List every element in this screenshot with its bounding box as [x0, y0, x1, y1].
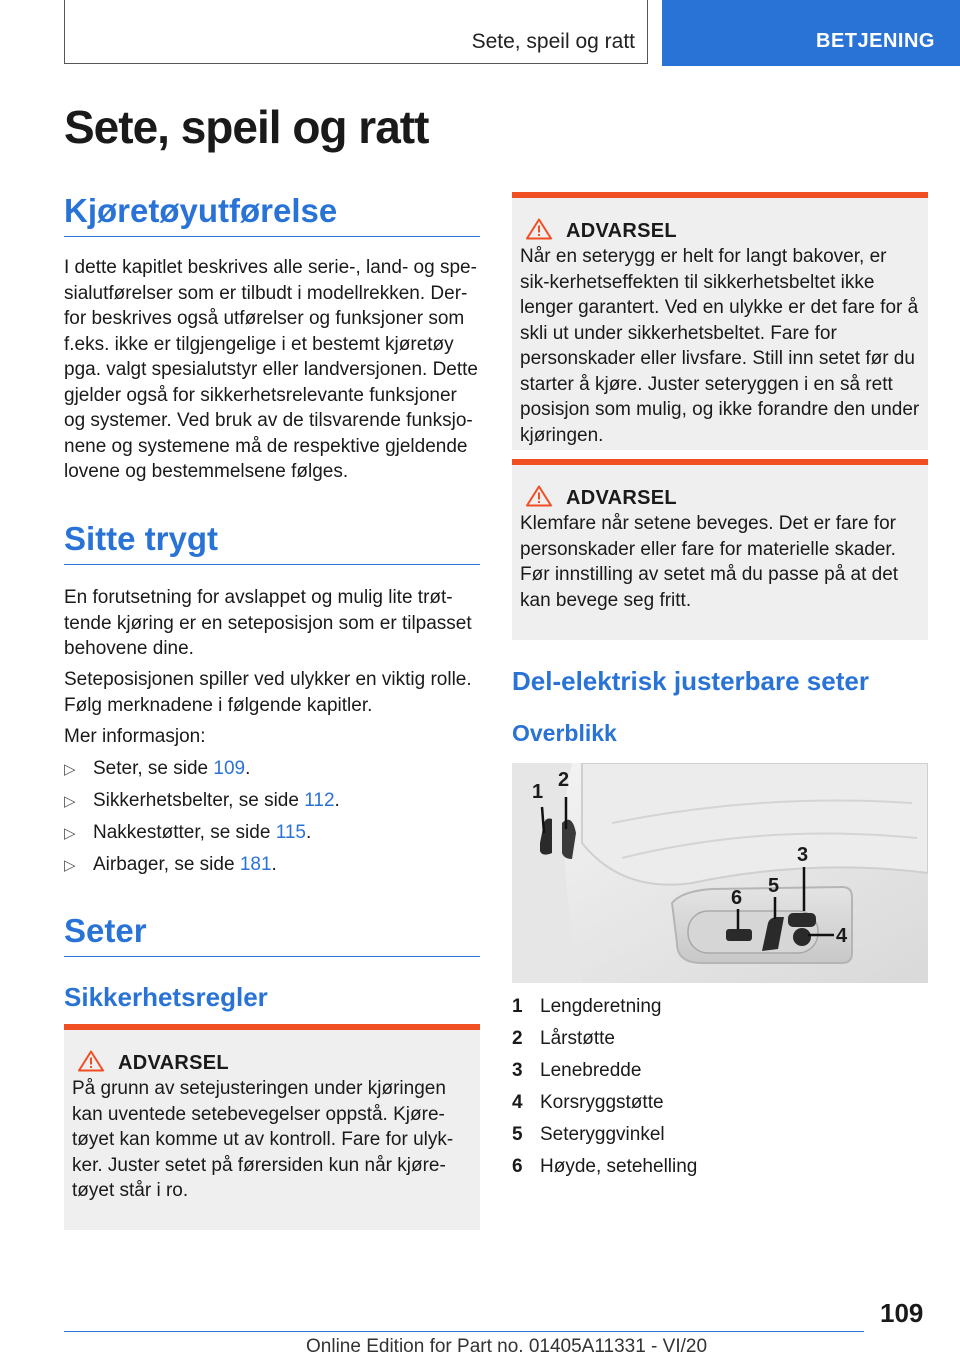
legend-item: 4 Korsryggstøtte: [512, 1092, 664, 1113]
paragraph-kjoretoyutforelse: I dette kapitlet beskrives alle serie-, land- og spe-sialutførelser som er tilbudt i modellrekken. Der-for beskrives også utførelser og funksjoner som f.eks. ikke er tilgjengelige i et bestemt kjøretøy pga. valgt spesialutstyr eller landversjonen. Dette gjelder også for sikkerhetsrelevante funksjoner og systemer. Ved bruk av de tilsvarende funksjo-nene og systemene må de respektive gjeldende lovene og bestemmelsene følges.: [64, 257, 479, 482]
legend-item: 6 Høyde, setehelling: [512, 1156, 698, 1177]
page-link[interactable]: 112: [304, 790, 335, 811]
heading-del-elektrisk: Del-elektrisk justerbare seter: [512, 666, 869, 696]
triangle-bullet-icon: ▷: [64, 761, 76, 778]
list-item: ▷ Airbager, se side 181.: [64, 852, 480, 884]
photo-label-3: 3: [797, 844, 809, 866]
warning-box-1: [64, 1024, 480, 1230]
warning-box-3: [512, 459, 928, 640]
more-info-list: [64, 756, 480, 884]
warning-text: På grunn av setejusteringen under kjøringen kan uventede setebevegelser oppstå. Kjøre-tøyet kan komme ut av kontroll. Fare for ulyk-ker. Juster setet på førersiden kun når kjøre-tøyet står i ro.: [72, 1078, 454, 1201]
photo-label-6: 6: [731, 887, 743, 909]
warning-triangle-icon: [78, 1050, 104, 1072]
warning-triangle-icon: [526, 485, 552, 507]
header-chapter-label: BETJENING: [816, 30, 935, 52]
triangle-bullet-icon: ▷: [64, 857, 76, 874]
heading-kjoretoyutforelse: Kjøretøyutførelse: [64, 192, 480, 237]
warning-text: Klemfare når setene beveges. Det er fare for personskader eller fare for materielle skader. Før innstilling av setet må du passe på at det kan bevege seg fritt.: [520, 513, 899, 611]
page-number: 109: [880, 1298, 924, 1328]
photo-label-1: 1: [532, 781, 544, 803]
heading-overblikk: Overblikk: [512, 720, 617, 746]
legend-item: 1 Lengderetning: [512, 996, 662, 1017]
list-item: ▷ Seter, se side 109.: [64, 756, 480, 788]
header-section-box: [64, 0, 648, 64]
legend-item: 3 Lenebredde: [512, 1060, 642, 1081]
list-item: ▷ Sikkerhetsbelter, se side 112.: [64, 788, 480, 820]
warning-title: ADVARSEL: [566, 220, 677, 242]
photo-label-2: 2: [558, 769, 570, 791]
heading-seter: Seter: [64, 912, 480, 957]
page-link[interactable]: 181: [239, 854, 272, 875]
seat-controls-legend: [512, 994, 697, 1186]
page-link[interactable]: 109: [213, 758, 246, 779]
paragraph-mer-informasjon: Mer informasjon:: [64, 726, 206, 747]
legend-item: 2 Lårstøtte: [512, 1028, 615, 1049]
header-chapter-tab[interactable]: [662, 0, 960, 66]
photo-label-4: 4: [836, 925, 848, 947]
heading-sikkerhetsregler: Sikkerhetsregler: [64, 982, 268, 1012]
photo-label-5: 5: [768, 875, 780, 897]
warning-box-2: [512, 192, 928, 450]
list-item: ▷ Nakkestøtter, se side 115.: [64, 820, 480, 852]
footer-divider: [64, 1331, 864, 1332]
triangle-bullet-icon: ▷: [64, 793, 76, 810]
header-section-title: Sete, speil og ratt: [471, 30, 635, 53]
paragraph-sitte-2: Seteposisjonen spiller ved ulykker en viktig rolle. Følg merknadene i følgende kapitler.: [64, 669, 472, 716]
legend-item: 5 Seteryggvinkel: [512, 1124, 665, 1145]
warning-text: Når en seterygg er helt for langt bakover, er sik-kerhetseffekten til sikkerhetsbeltet ikke lenger garantert. Ved en ulykke er det fare for å skli ut under sikkerhetsbeltet. Fare for personskader eller livsfare. Still inn setet før du starter å kjøre. Juster seteryggen i en så rett posisjon som mulig, og ikke forandre den under kjøringen.: [520, 246, 920, 446]
footer-edition-text: Online Edition for Part no. 01405A11331 - VI/20: [306, 1336, 708, 1357]
heading-sitte-trygt: Sitte trygt: [64, 520, 480, 565]
warning-title: ADVARSEL: [566, 487, 677, 509]
paragraph-sitte-1: En forutsetning for avslappet og mulig lite trøt-tende kjøring er en seteposisjon som er tilpasset behovene dine.: [64, 587, 472, 659]
warning-title: ADVARSEL: [118, 1052, 229, 1074]
seat-controls-photo: [512, 763, 928, 983]
triangle-bullet-icon: ▷: [64, 825, 76, 842]
page-title: Sete, speil og ratt: [64, 101, 429, 153]
seat-controls-illustration: [512, 763, 928, 983]
page-link[interactable]: 115: [275, 822, 306, 843]
warning-triangle-icon: [526, 218, 552, 240]
